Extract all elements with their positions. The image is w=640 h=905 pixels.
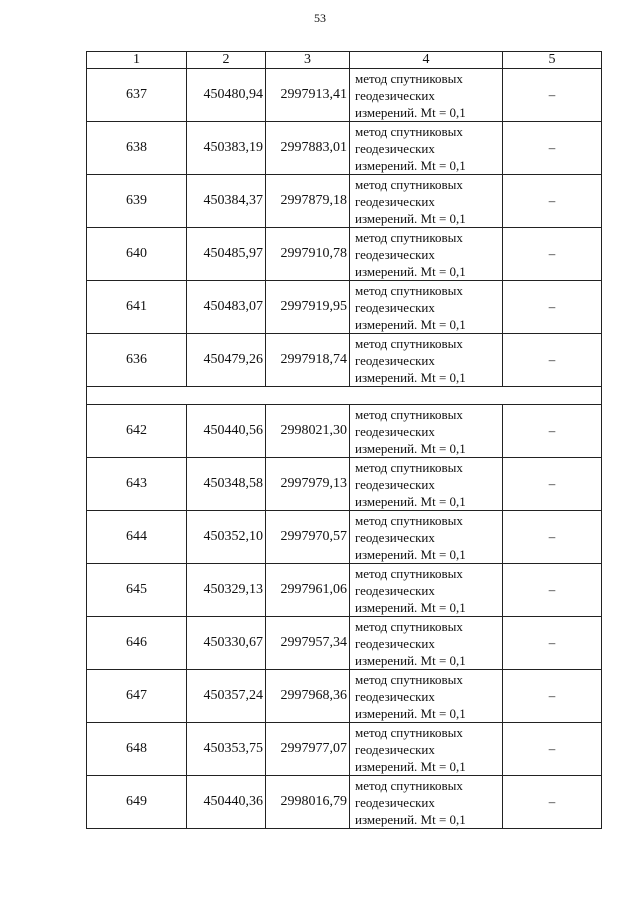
method-line-3: измерений. Mt = 0,1 bbox=[355, 705, 466, 721]
method-line-2: геодезических bbox=[355, 87, 435, 103]
y-coordinate-cell: 2997961,06 bbox=[266, 564, 350, 617]
x-coordinate-cell: 450485,97 bbox=[187, 228, 266, 281]
method-line-2: геодезических bbox=[355, 423, 435, 439]
table-row bbox=[87, 69, 602, 122]
method-line-2: геодезических bbox=[355, 635, 435, 651]
method-line-1: метод спутниковых bbox=[355, 618, 463, 634]
method-line-2: геодезических bbox=[355, 794, 435, 810]
method-line-2: геодезических bbox=[355, 476, 435, 492]
x-coordinate-cell: 450440,56 bbox=[187, 405, 266, 458]
note-cell: – bbox=[503, 334, 602, 387]
note-cell: – bbox=[503, 564, 602, 617]
header-row bbox=[87, 52, 602, 69]
x-coordinate-cell: 450329,13 bbox=[187, 564, 266, 617]
table-row bbox=[87, 564, 602, 617]
method-line-3: измерений. Mt = 0,1 bbox=[355, 758, 466, 774]
page-number: 53 bbox=[314, 11, 326, 25]
method-line-2: геодезических bbox=[355, 140, 435, 156]
x-coordinate-cell: 450479,26 bbox=[187, 334, 266, 387]
table-row bbox=[87, 723, 602, 776]
method-line-3: измерений. Mt = 0,1 bbox=[355, 210, 466, 226]
point-number-cell: 646 bbox=[87, 617, 187, 670]
table-body-group-1 bbox=[87, 69, 602, 387]
method-line-3: измерений. Mt = 0,1 bbox=[355, 440, 466, 456]
x-coordinate-cell: 450357,24 bbox=[187, 670, 266, 723]
note-cell: – bbox=[503, 511, 602, 564]
header-col-1: 1 bbox=[87, 52, 187, 69]
method-cell bbox=[350, 723, 503, 776]
coordinates-table bbox=[86, 51, 602, 829]
table-spacer bbox=[87, 387, 602, 405]
method-line-2: геодезических bbox=[355, 299, 435, 315]
y-coordinate-cell: 2997970,57 bbox=[266, 511, 350, 564]
method-line-1: метод спутниковых bbox=[355, 459, 463, 475]
method-line-3: измерений. Mt = 0,1 bbox=[355, 493, 466, 509]
table-row bbox=[87, 228, 602, 281]
point-number-cell: 636 bbox=[87, 334, 187, 387]
point-number-cell: 641 bbox=[87, 281, 187, 334]
table-body-group-2 bbox=[87, 405, 602, 829]
x-coordinate-cell: 450480,94 bbox=[187, 69, 266, 122]
note-cell: – bbox=[503, 670, 602, 723]
method-cell bbox=[350, 670, 503, 723]
method-cell bbox=[350, 281, 503, 334]
method-line-2: геодезических bbox=[355, 352, 435, 368]
note-cell: – bbox=[503, 405, 602, 458]
point-number-cell: 640 bbox=[87, 228, 187, 281]
method-line-1: метод спутниковых bbox=[355, 176, 463, 192]
x-coordinate-cell: 450384,37 bbox=[187, 175, 266, 228]
y-coordinate-cell: 2997957,34 bbox=[266, 617, 350, 670]
method-cell bbox=[350, 175, 503, 228]
spacer-cell bbox=[87, 387, 602, 405]
y-coordinate-cell: 2997977,07 bbox=[266, 723, 350, 776]
method-line-1: метод спутниковых bbox=[355, 777, 463, 793]
note-cell: – bbox=[503, 458, 602, 511]
table-row bbox=[87, 511, 602, 564]
header-col-2: 2 bbox=[187, 52, 266, 69]
method-cell bbox=[350, 564, 503, 617]
note-cell: – bbox=[503, 723, 602, 776]
method-line-1: метод спутниковых bbox=[355, 123, 463, 139]
table-row bbox=[87, 617, 602, 670]
method-cell bbox=[350, 228, 503, 281]
method-line-3: измерений. Mt = 0,1 bbox=[355, 316, 466, 332]
y-coordinate-cell: 2997979,13 bbox=[266, 458, 350, 511]
method-line-1: метод спутниковых bbox=[355, 565, 463, 581]
method-line-3: измерений. Mt = 0,1 bbox=[355, 157, 466, 173]
method-line-3: измерений. Mt = 0,1 bbox=[355, 599, 466, 615]
method-line-3: измерений. Mt = 0,1 bbox=[355, 263, 466, 279]
table-row bbox=[87, 670, 602, 723]
method-cell bbox=[350, 617, 503, 670]
x-coordinate-cell: 450348,58 bbox=[187, 458, 266, 511]
y-coordinate-cell: 2997919,95 bbox=[266, 281, 350, 334]
table-row bbox=[87, 405, 602, 458]
method-line-2: геодезических bbox=[355, 741, 435, 757]
method-line-1: метод спутниковых bbox=[355, 406, 463, 422]
note-cell: – bbox=[503, 228, 602, 281]
note-cell: – bbox=[503, 617, 602, 670]
method-line-2: геодезических bbox=[355, 193, 435, 209]
method-line-3: измерений. Mt = 0,1 bbox=[355, 811, 466, 827]
note-cell: – bbox=[503, 175, 602, 228]
y-coordinate-cell: 2997910,78 bbox=[266, 228, 350, 281]
point-number-cell: 639 bbox=[87, 175, 187, 228]
method-cell bbox=[350, 511, 503, 564]
method-line-3: измерений. Mt = 0,1 bbox=[355, 369, 466, 385]
note-cell: – bbox=[503, 69, 602, 122]
method-line-2: геодезических bbox=[355, 529, 435, 545]
method-line-1: метод спутниковых bbox=[355, 512, 463, 528]
point-number-cell: 644 bbox=[87, 511, 187, 564]
point-number-cell: 638 bbox=[87, 122, 187, 175]
x-coordinate-cell: 450352,10 bbox=[187, 511, 266, 564]
method-cell bbox=[350, 776, 503, 829]
method-line-1: метод спутниковых bbox=[355, 70, 463, 86]
method-line-3: измерений. Mt = 0,1 bbox=[355, 104, 466, 120]
y-coordinate-cell: 2997968,36 bbox=[266, 670, 350, 723]
method-line-1: метод спутниковых bbox=[355, 229, 463, 245]
point-number-cell: 637 bbox=[87, 69, 187, 122]
x-coordinate-cell: 450353,75 bbox=[187, 723, 266, 776]
method-line-3: измерений. Mt = 0,1 bbox=[355, 652, 466, 668]
method-line-2: геодезических bbox=[355, 246, 435, 262]
point-number-cell: 647 bbox=[87, 670, 187, 723]
header-col-5: 5 bbox=[503, 52, 602, 69]
point-number-cell: 648 bbox=[87, 723, 187, 776]
y-coordinate-cell: 2997918,74 bbox=[266, 334, 350, 387]
table-row bbox=[87, 334, 602, 387]
table-row bbox=[87, 458, 602, 511]
method-line-3: измерений. Mt = 0,1 bbox=[355, 546, 466, 562]
table-row bbox=[87, 122, 602, 175]
method-cell bbox=[350, 405, 503, 458]
point-number-cell: 643 bbox=[87, 458, 187, 511]
y-coordinate-cell: 2998016,79 bbox=[266, 776, 350, 829]
table-header bbox=[87, 52, 602, 69]
table-row bbox=[87, 281, 602, 334]
y-coordinate-cell: 2997879,18 bbox=[266, 175, 350, 228]
method-line-1: метод спутниковых bbox=[355, 335, 463, 351]
method-line-2: геодезических bbox=[355, 688, 435, 704]
point-number-cell: 649 bbox=[87, 776, 187, 829]
point-number-cell: 642 bbox=[87, 405, 187, 458]
method-line-1: метод спутниковых bbox=[355, 282, 463, 298]
note-cell: – bbox=[503, 776, 602, 829]
note-cell: – bbox=[503, 281, 602, 334]
spacer-row bbox=[87, 387, 602, 405]
point-number-cell: 645 bbox=[87, 564, 187, 617]
y-coordinate-cell: 2998021,30 bbox=[266, 405, 350, 458]
x-coordinate-cell: 450440,36 bbox=[187, 776, 266, 829]
method-cell bbox=[350, 458, 503, 511]
header-col-4: 4 bbox=[350, 52, 503, 69]
method-line-1: метод спутниковых bbox=[355, 724, 463, 740]
table-row bbox=[87, 776, 602, 829]
header-col-3: 3 bbox=[266, 52, 350, 69]
x-coordinate-cell: 450330,67 bbox=[187, 617, 266, 670]
method-cell bbox=[350, 69, 503, 122]
method-cell bbox=[350, 334, 503, 387]
table-row bbox=[87, 175, 602, 228]
method-line-2: геодезических bbox=[355, 582, 435, 598]
x-coordinate-cell: 450383,19 bbox=[187, 122, 266, 175]
method-cell bbox=[350, 122, 503, 175]
x-coordinate-cell: 450483,07 bbox=[187, 281, 266, 334]
y-coordinate-cell: 2997883,01 bbox=[266, 122, 350, 175]
y-coordinate-cell: 2997913,41 bbox=[266, 69, 350, 122]
method-line-1: метод спутниковых bbox=[355, 671, 463, 687]
note-cell: – bbox=[503, 122, 602, 175]
